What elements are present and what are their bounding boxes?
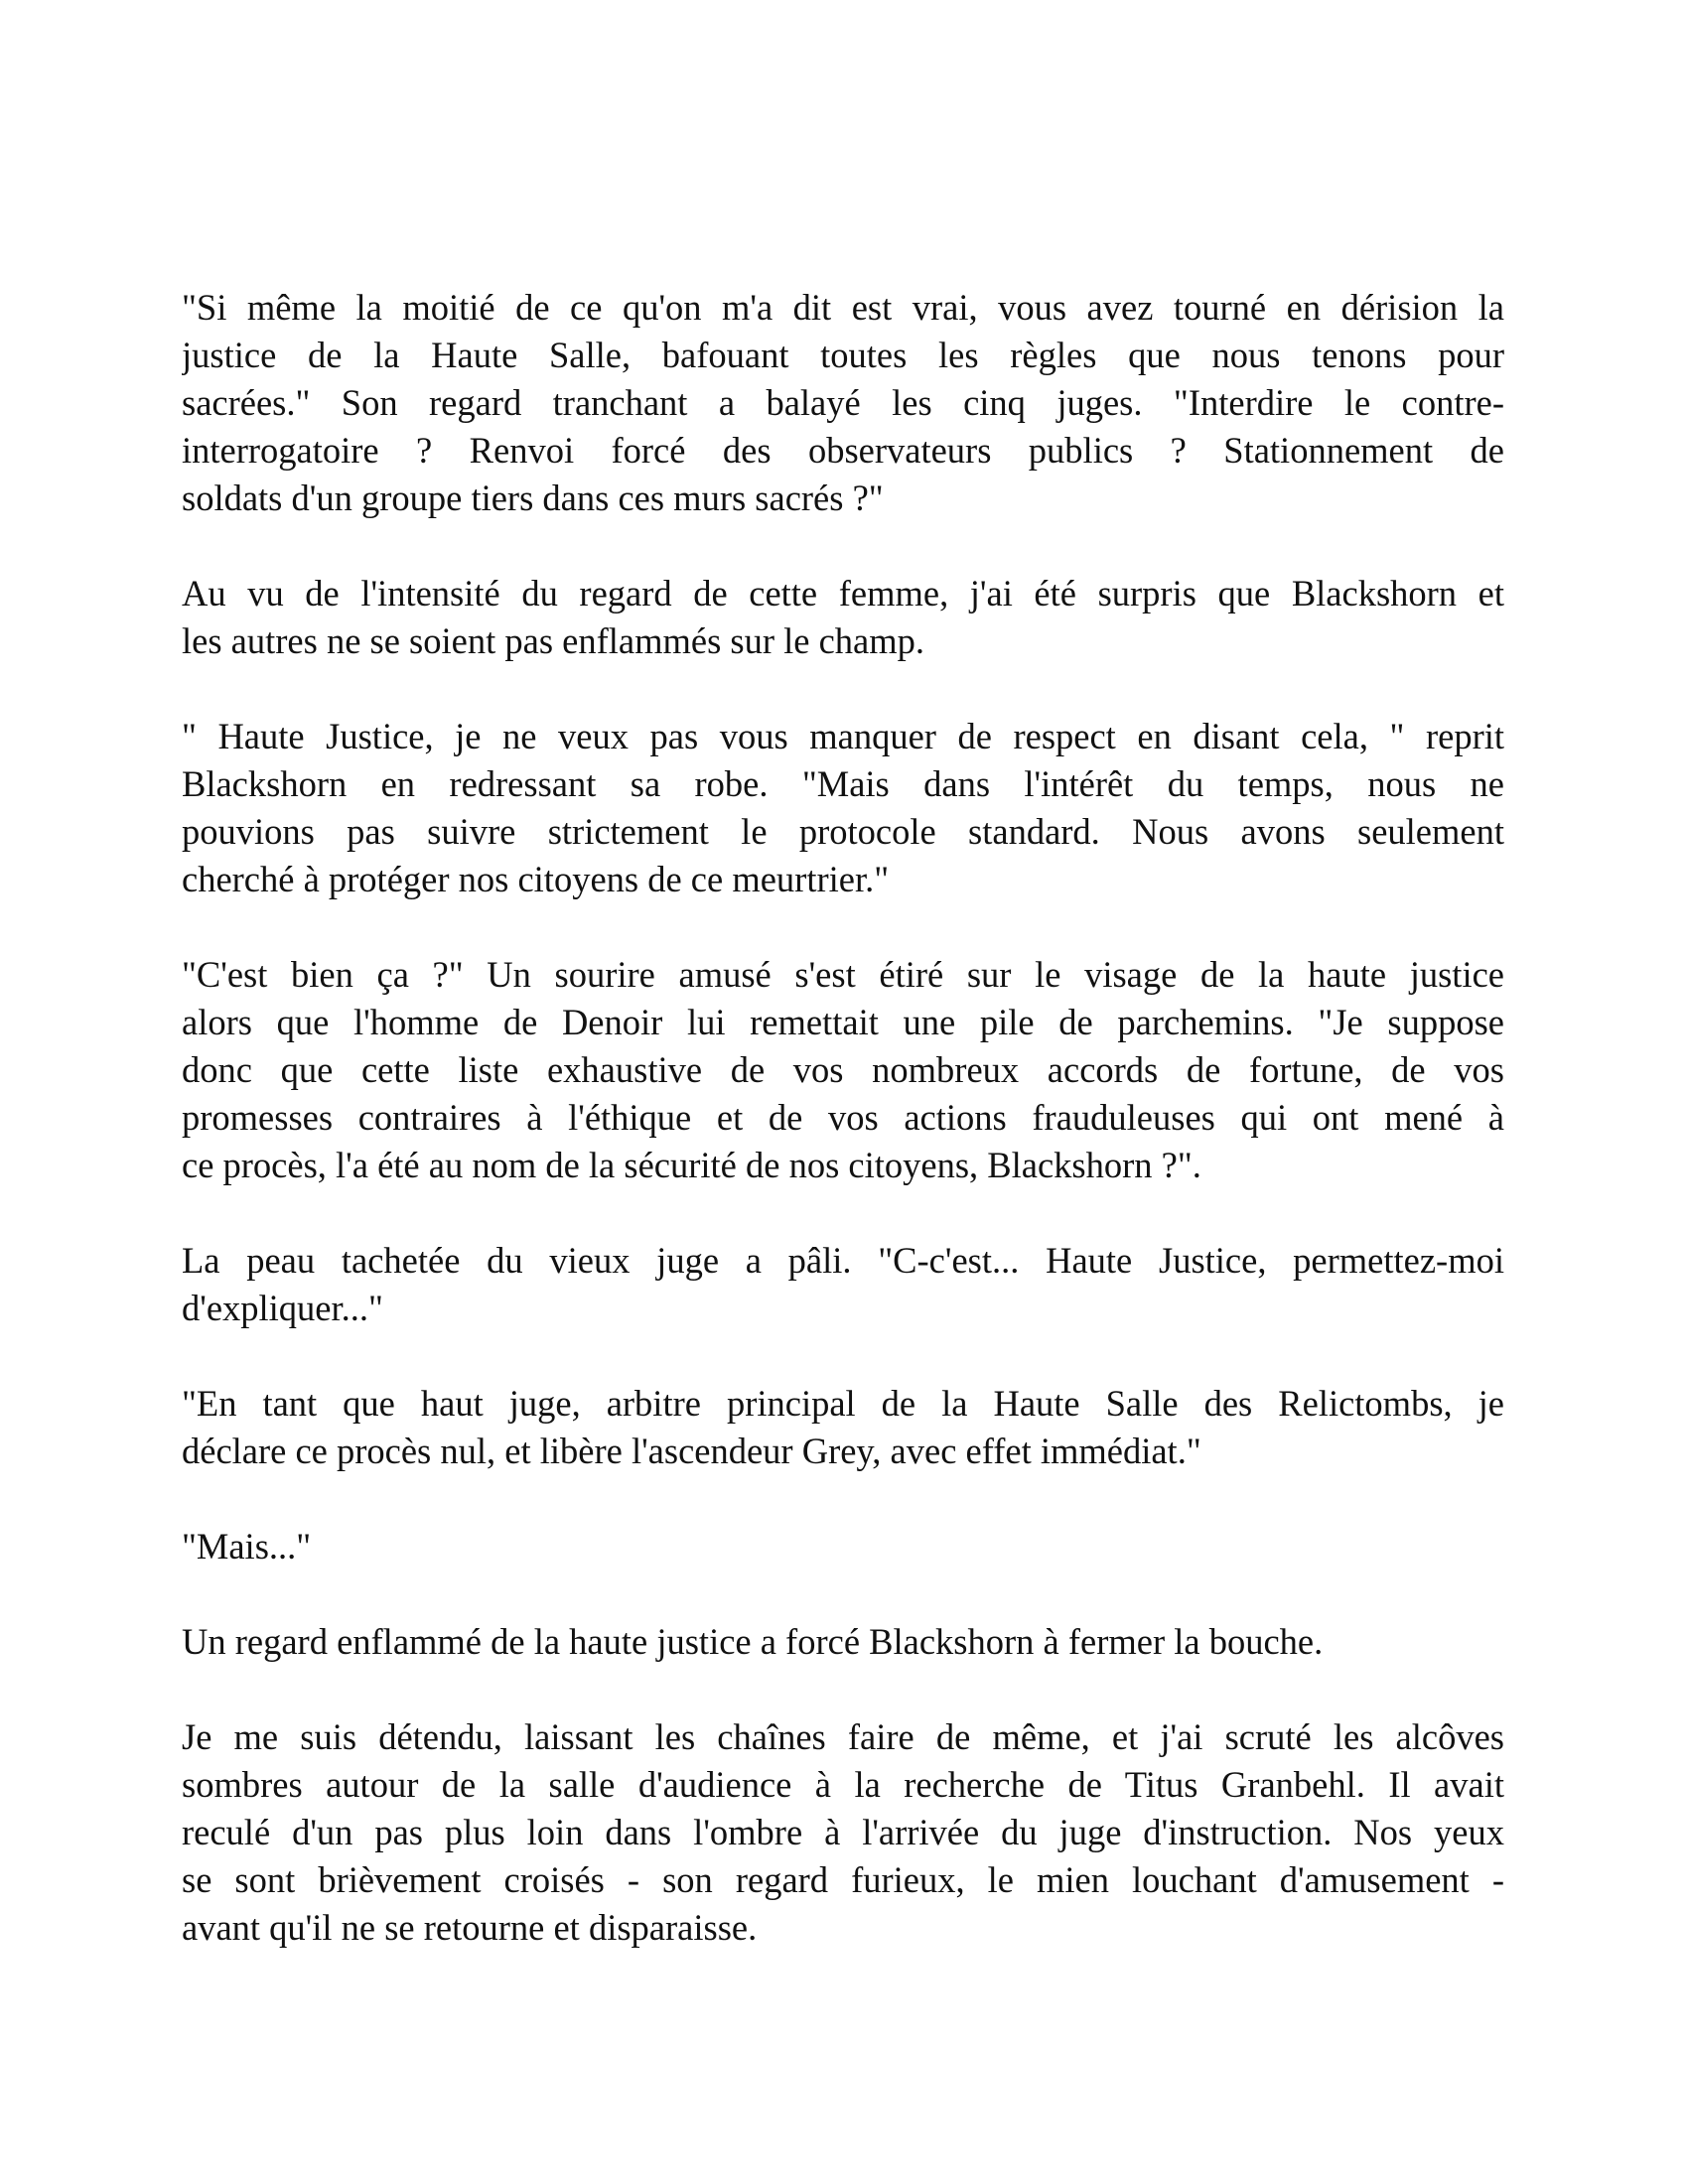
text-line: déclare ce procès nul, et libère l'ascendeur Grey, avec effet immédiat.": [182, 1431, 1201, 1471]
text-line: "Si même la moitié de ce qu'on m'a dit est vrai, vous avez tourné en dérision la: [182, 287, 1504, 328]
text-line: soldats d'un groupe tiers dans ces murs sacrés ?": [182, 478, 884, 518]
text-line: " Haute Justice, je ne veux pas vous manquer de respect en disant cela, " reprit: [182, 716, 1504, 756]
text-line: se sont brièvement croisés - son regard furieux, le mien louchant d'amusement -: [182, 1859, 1504, 1900]
paragraph: [182, 1380, 1504, 1475]
paragraph: [182, 1618, 1504, 1666]
paragraph: [182, 284, 1504, 522]
text-line: "Mais...": [182, 1526, 312, 1567]
paragraph: [182, 1713, 1504, 1952]
text-line: Blackshorn en redressant sa robe. "Mais dans l'intérêt du temps, nous ne: [182, 763, 1504, 804]
document-page: [182, 284, 1504, 1999]
text-line: les autres ne se soient pas enflammés sur le champ.: [182, 620, 925, 661]
text-line: avant qu'il ne se retourne et disparaisse.: [182, 1907, 758, 1948]
text-line: sombres autour de la salle d'audience à la recherche de Titus Granbehl. Il avait: [182, 1764, 1504, 1805]
text-line: reculé d'un pas plus loin dans l'ombre à l'arrivée du juge d'instruction. Nos yeux: [182, 1812, 1504, 1852]
text-line: d'expliquer...": [182, 1288, 383, 1328]
text-line: "En tant que haut juge, arbitre principal de la Haute Salle des Relictombs, je: [182, 1383, 1504, 1424]
text-line: alors que l'homme de Denoir lui remettait une pile de parchemins. "Je suppose: [182, 1002, 1504, 1042]
paragraph: [182, 1237, 1504, 1332]
text-line: interrogatoire ? Renvoi forcé des observateurs publics ? Stationnement de: [182, 430, 1504, 471]
text-line: Au vu de l'intensité du regard de cette femme, j'ai été surpris que Blackshorn et: [182, 573, 1504, 614]
text-line: sacrées." Son regard tranchant a balayé les cinq juges. "Interdire le contre-: [182, 382, 1504, 423]
text-line: Je me suis détendu, laissant les chaînes faire de même, et j'ai scruté les alcôves: [182, 1716, 1504, 1757]
paragraph: [182, 713, 1504, 903]
text-line: "C'est bien ça ?" Un sourire amusé s'est étiré sur le visage de la haute justice: [182, 954, 1504, 995]
paragraph: [182, 570, 1504, 665]
text-line: pouvions pas suivre strictement le protocole standard. Nous avons seulement: [182, 811, 1504, 852]
text-line: donc que cette liste exhaustive de vos nombreux accords de fortune, de vos: [182, 1049, 1504, 1090]
text-line: ce procès, l'a été au nom de la sécurité de nos citoyens, Blackshorn ?".: [182, 1145, 1201, 1185]
text-line: justice de la Haute Salle, bafouant toutes les règles que nous tenons pour: [182, 335, 1504, 375]
text-line: Un regard enflammé de la haute justice a forcé Blackshorn à fermer la bouche.: [182, 1621, 1324, 1662]
text-line: promesses contraires à l'éthique et de vos actions frauduleuses qui ont mené à: [182, 1097, 1504, 1138]
text-line: La peau tachetée du vieux juge a pâli. "C-c'est... Haute Justice, permettez-moi: [182, 1240, 1504, 1281]
text-line: cherché à protéger nos citoyens de ce meurtrier.": [182, 859, 890, 899]
paragraph: [182, 951, 1504, 1189]
paragraph: [182, 1523, 1504, 1570]
